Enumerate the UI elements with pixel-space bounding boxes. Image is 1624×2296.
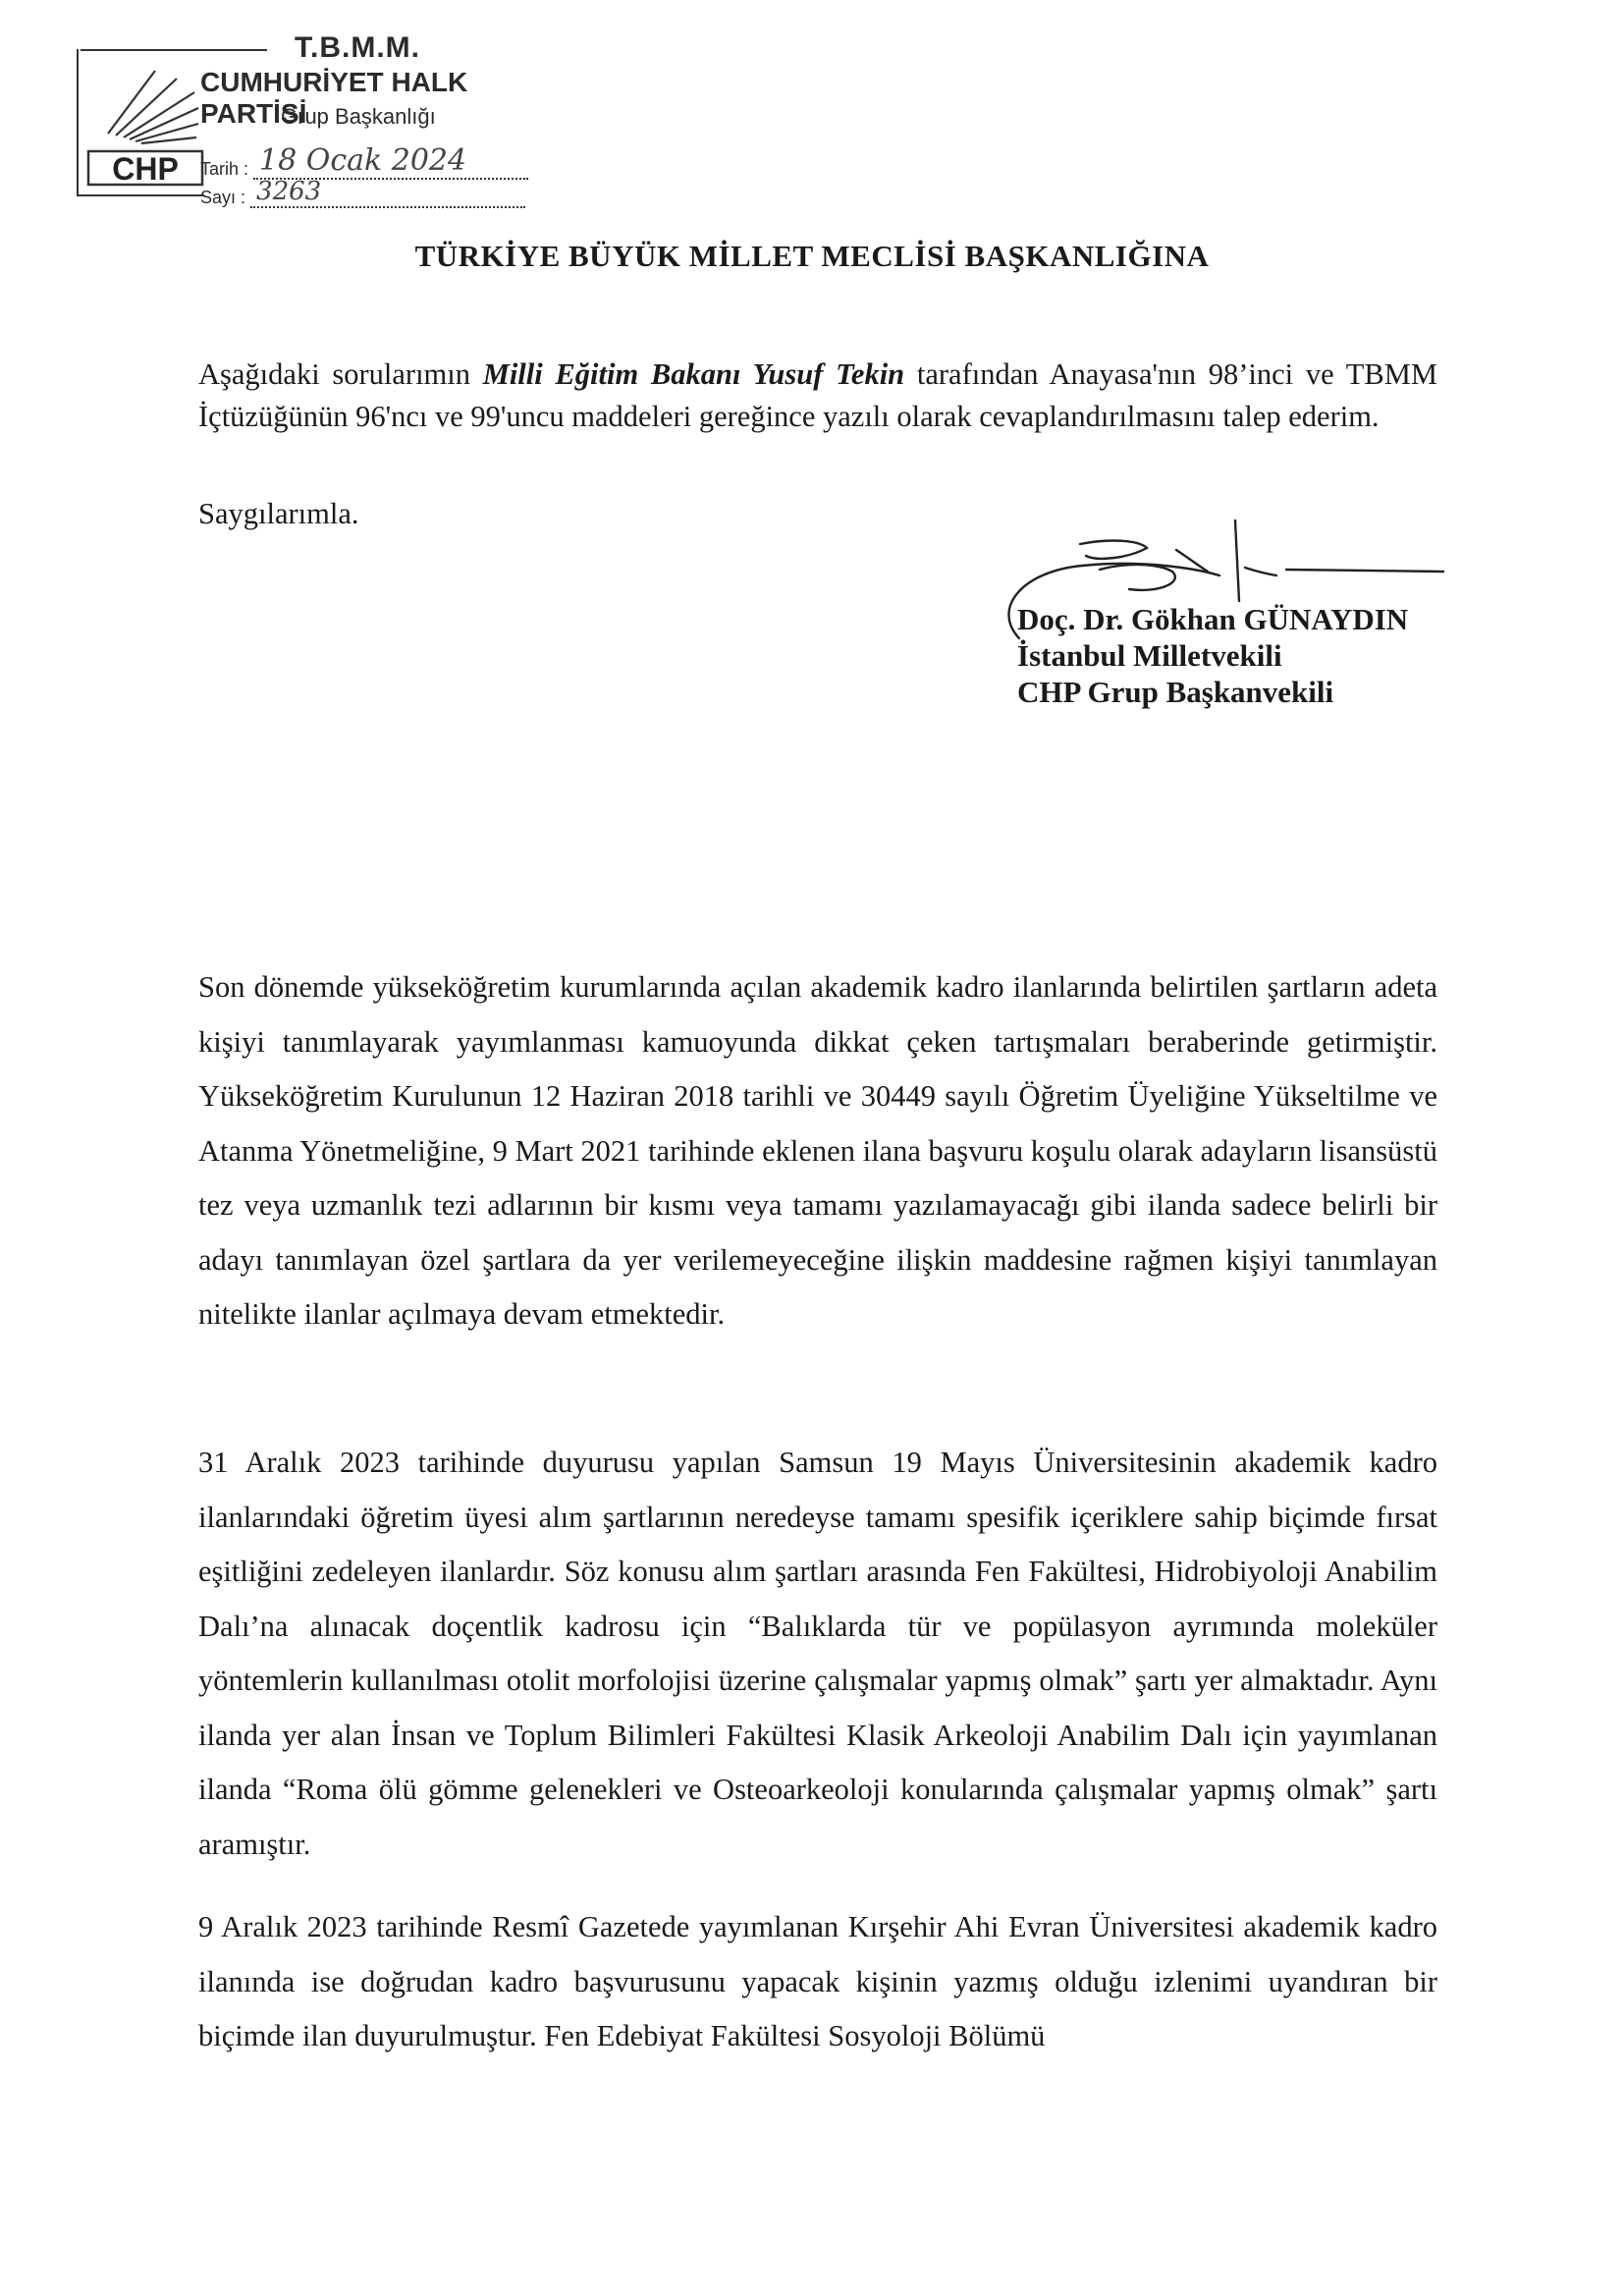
stamp-border xyxy=(77,194,204,196)
stamp-org-line-3: Grup Başkanlığı xyxy=(281,104,436,129)
stamp-org-line-2: CUMHURİYET HALK PARTİSİ xyxy=(200,67,468,129)
stamp-date-label: Tarih : xyxy=(200,159,249,179)
stamp-border xyxy=(77,49,79,194)
stamp-date-field xyxy=(253,143,528,180)
stamp-border xyxy=(81,49,267,51)
intro-text-end: tarafından Anayasa'nın 98’inci ve TBMM İçtüzüğünün 96'ncı ve 99'uncu maddeleri gereğince yazılı olarak cevaplandırılmasını talep ederim. xyxy=(198,357,1437,433)
stamp-number-row xyxy=(200,177,525,208)
stamp-number-field xyxy=(250,177,525,208)
svg-text:CHP: CHP xyxy=(112,151,179,187)
body-paragraph: 9 Aralık 2023 tarihinde Resmî Gazetede yayımlanan Kırşehir Ahi Evran Üniversitesi akademik kadro ilanında ise doğrudan kadro başvurusunu yapacak kişinin yazmış olduğu izlenimi uyandıran bir biçimde ilan duyurulmuştur. Fen Edebiyat Fakültesi Sosyoloji Bölümü xyxy=(198,1910,1437,2052)
signatory-title-2: CHP Grup Başkanvekili xyxy=(1017,675,1334,709)
signatory-name: Doç. Dr. Gökhan GÜNAYDIN xyxy=(1017,602,1409,636)
registry-stamp xyxy=(73,29,534,207)
stamp-date-row xyxy=(200,143,528,180)
stamp-org-line-1: T.B.M.M. xyxy=(295,31,420,64)
intro-text-start: Aşağıdaki sorularımın xyxy=(198,357,483,391)
stamp-number-value: 3263 xyxy=(256,177,322,206)
minister-name: Milli Eğitim Bakanı Yusuf Tekin xyxy=(482,357,905,391)
stamp-number-label: Sayı : xyxy=(200,188,246,207)
signatory-title-1: İstanbul Milletvekili xyxy=(1017,638,1282,673)
page-title: TÜRKİYE BÜYÜK MİLLET MECLİSİ BAŞKANLIĞINA xyxy=(414,239,1210,273)
intro-paragraph xyxy=(198,354,1437,438)
body-paragraph: Son dönemde yükseköğretim kurumlarında açılan akademik kadro ilanlarında belirtilen şartların adeta kişiyi tanımlayarak yayımlanması kamuoyunda dikkat çeken tartışmaları beraberinde getirmiştir. Yükseköğretim Kurulunun 12 Haziran 2018 tarihli ve 30449 sayılı Öğretim Üyeliğine Yükseltilme ve Atanma Yönetmeliğine, 9 Mart 2021 tarihinde eklenen ilana başvuru koşulu olarak adayların lisansüstü tez veya uzmanlık tezi adlarının bir kısmı veya tamamı yazılamayacağı gibi ilanda sadece belirli bir adayı tanımlayan özel şartlara da yer verilemeyeceğine ilişkin maddesine rağmen kişiyi tanımlayan nitelikte ilanlar açılmaya devam etmektedir. xyxy=(198,970,1437,1331)
body-paragraph: 31 Aralık 2023 tarihinde duyurusu yapılan Samsun 19 Mayıs Üniversitesinin akademik kadro ilanlarındaki öğretim üyesi alım şartlarının neredeyse tamamı spesifik içeriklere sahip biçimde fırsat eşitliğini zedeleyen ilanlardır. Söz konusu alım şartları arasında Fen Fakültesi, Hidrobiyoloji Anabilim Dalı’na alınacak doçentlik kadrosu için “Balıklarda tür ve popülasyon ayrımında moleküler yöntemlerin kullanılması otolit morfolojisi üzerine çalışmalar yapmış olmak” şartı yer almaktadır. Aynı ilanda yer alan İnsan ve Toplum Bilimleri Fakültesi Klasik Arkeoloji Anabilim Dalı için yayımlanan ilanda “Roma ölü gömme gelenekleri ve Osteoarkeoloji konularında çalışmalar yapmış olmak” şartı aramıştır. xyxy=(198,1446,1437,1861)
chp-logo-icon xyxy=(86,57,204,187)
signature-block xyxy=(1017,601,1408,710)
closing-greeting: Saygılarımla. xyxy=(198,497,359,530)
stamp-date-value: 18 Ocak 2024 xyxy=(259,143,467,178)
